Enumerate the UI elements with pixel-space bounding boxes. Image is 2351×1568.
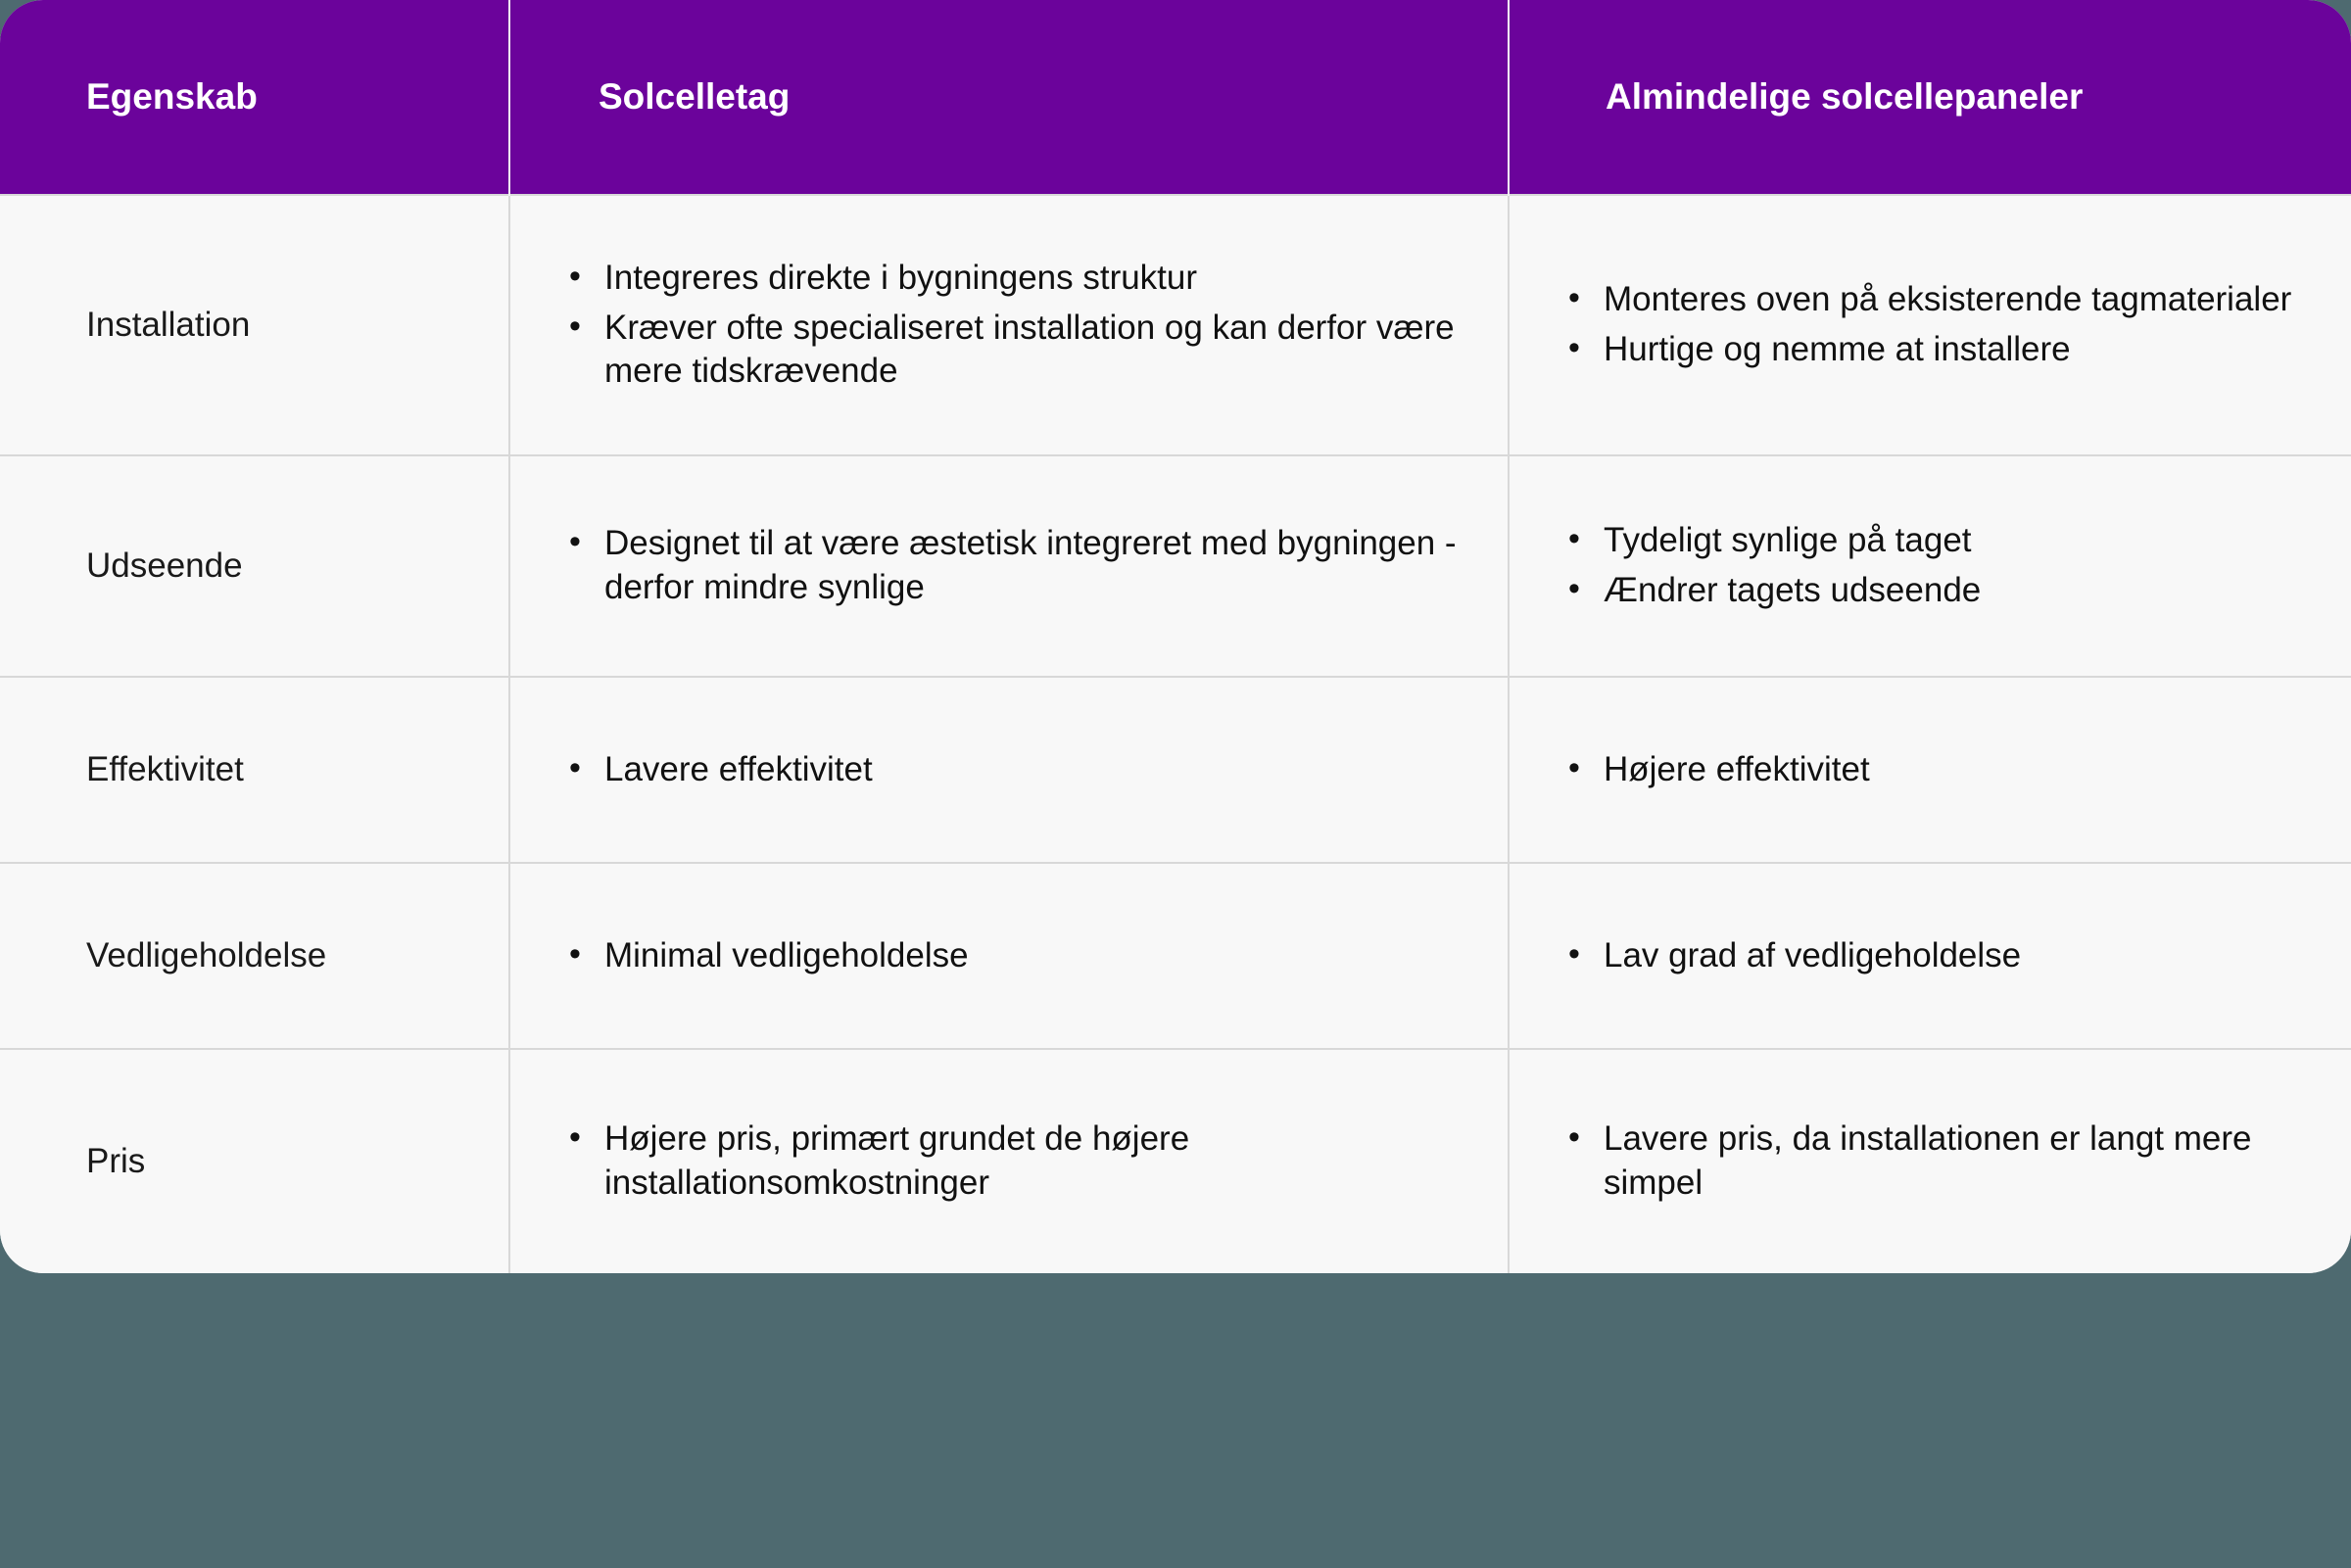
- list-item: • Tydeligt synlige på taget: [1604, 519, 2312, 563]
- bullet-list: [1510, 934, 2351, 978]
- row-paneler-cell: [1509, 455, 2351, 677]
- bullet-list: [510, 748, 1508, 792]
- column-header-paneler-label: Almindelige solcellepaneler: [1606, 76, 2084, 117]
- bullet-list: [1510, 519, 2351, 613]
- column-header-paneler: [1509, 0, 2351, 195]
- list-item: • Minimal vedligeholdelse: [604, 934, 1468, 978]
- list-item: • Ændrer tagets udseende: [1604, 569, 2312, 613]
- row-solcelletag-cell: [509, 863, 1509, 1049]
- row-solcelletag-cell: [509, 677, 1509, 863]
- list-item: • Integreres direkte i bygningens struktur: [604, 257, 1468, 301]
- table-head: [0, 0, 2351, 195]
- list-item: • Kræver ofte specialiseret installation og kan derfor være mere tidskrævende: [604, 307, 1468, 395]
- row-feature-label: Vedligeholdelse: [0, 863, 509, 1049]
- column-header-solcelletag-label: Solcelletag: [599, 76, 791, 117]
- bullet-list: [1510, 278, 2351, 372]
- row-solcelletag-cell: [509, 195, 1509, 455]
- row-feature-label: Effektivitet: [0, 677, 509, 863]
- bullet-list: [510, 257, 1508, 394]
- table-body: [0, 195, 2351, 1273]
- table-row: [0, 677, 2351, 863]
- row-feature-label: Pris: [0, 1049, 509, 1273]
- table-row: [0, 1049, 2351, 1273]
- list-item: • Hurtige og nemme at installere: [1604, 328, 2312, 372]
- list-item: • Monteres oven på eksisterende tagmaterialer: [1604, 278, 2312, 322]
- bullet-list: [1510, 748, 2351, 792]
- table-header-row: [0, 0, 2351, 195]
- list-item: • Lav grad af vedligeholdelse: [1604, 934, 2312, 978]
- row-paneler-cell: [1509, 1049, 2351, 1273]
- row-feature-label: Udseende: [0, 455, 509, 677]
- list-item: • Højere effektivitet: [1604, 748, 2312, 792]
- row-paneler-cell: [1509, 195, 2351, 455]
- list-item: • Højere pris, primært grundet de højere installationsomkostninger: [604, 1117, 1468, 1206]
- table-row: [0, 195, 2351, 455]
- column-header-feature: [0, 0, 509, 195]
- bullet-list: [510, 934, 1508, 978]
- bullet-list: [510, 522, 1508, 610]
- column-header-feature-label: Egenskab: [86, 76, 258, 117]
- row-solcelletag-cell: [509, 455, 1509, 677]
- list-item: • Designet til at være æstetisk integreret med bygningen - derfor mindre synlige: [604, 522, 1468, 610]
- row-solcelletag-cell: [509, 1049, 1509, 1273]
- row-paneler-cell: [1509, 863, 2351, 1049]
- column-header-solcelletag: [509, 0, 1509, 195]
- list-item: • Lavere pris, da installationen er langt mere simpel: [1604, 1117, 2312, 1206]
- table-row: [0, 455, 2351, 677]
- row-feature-label: Installation: [0, 195, 509, 455]
- bullet-list: [1510, 1117, 2351, 1206]
- bullet-list: [510, 1117, 1508, 1206]
- row-paneler-cell: [1509, 677, 2351, 863]
- table-row: [0, 863, 2351, 1049]
- list-item: • Lavere effektivitet: [604, 748, 1468, 792]
